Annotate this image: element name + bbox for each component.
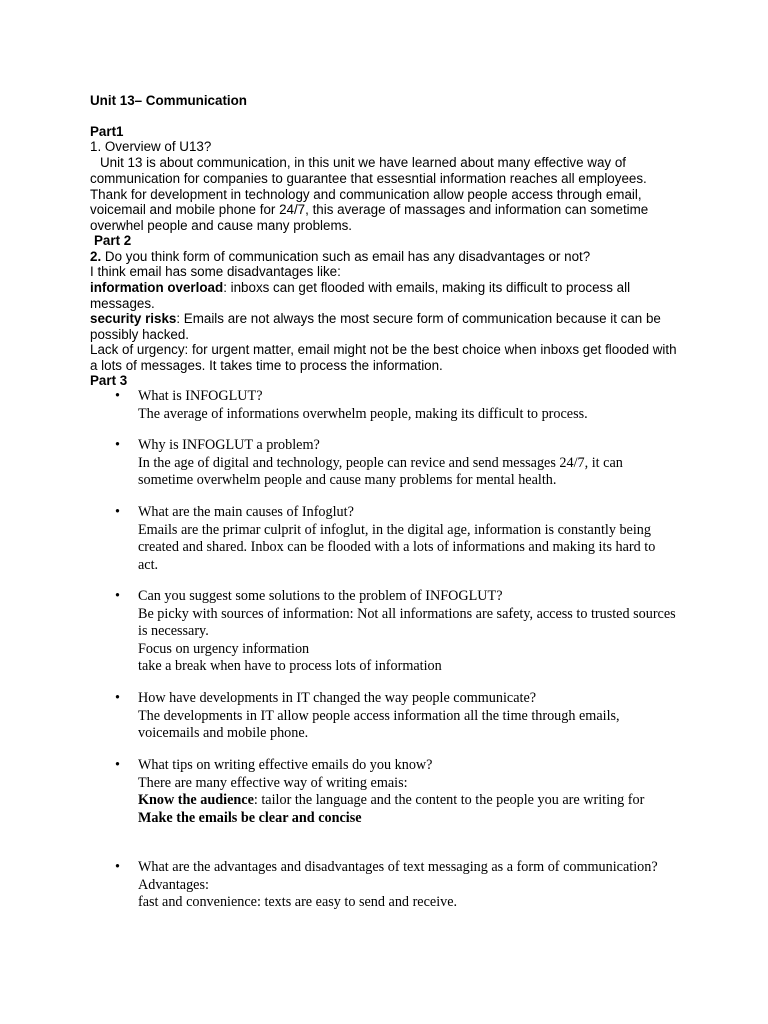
part2-point-security: [90, 311, 680, 343]
part1-question: 1. Overview of U13?: [90, 139, 212, 154]
part2-heading: Part 2: [94, 233, 132, 248]
bullet: •: [115, 588, 120, 604]
point-term: security risks: [90, 311, 177, 326]
part2-intro: I think email has some disadvantages like:: [90, 264, 341, 279]
part2-point-urgency: Lack of urgency: for urgent matter, email might not be the best choice when inboxs get flooded with a lots of messages. It takes time to process the information.: [90, 342, 677, 373]
item-answer: Emails are the primar culprit of infoglut, in the digital age, information is constantly being created and shared. Inbox can be flooded with a lots of informations and making its hard to act.: [138, 521, 656, 573]
tip-term: Know the audience: [138, 792, 254, 809]
part1-answer: Unit 13 is about communication, in this unit we have learned about many effective way of communication for companies to guarantee that essesntial information reaches all employees. Thank for development in technology and communication allow people access through email, voicemail and mobile phone for 24/7, this average of massages and information can sometime overwhel people and cause many problems.: [90, 155, 649, 234]
part2-question-text: Do you think form of communication such as email has any disadvantages or not?: [104, 249, 591, 264]
bullet: •: [115, 757, 120, 773]
item-question: What are the main causes of Infoglut?: [138, 504, 354, 520]
part2-point-overload: [90, 280, 680, 312]
tip-text: : tailor the language and the content to the people you are writing for: [253, 792, 645, 809]
document-title: Unit 13– Communication: [90, 93, 247, 108]
point-text: : Emails are not always the most secure form of communication because it can be possibly hacked.: [90, 311, 661, 342]
item-answer: Make the emails be clear and concise: [138, 809, 362, 826]
item-question: Can you suggest some solutions to the problem of INFOGLUT?: [138, 588, 503, 604]
part3-item: [115, 504, 678, 574]
part3-item: [115, 388, 678, 423]
item-question: What are the advantages and disadvantages of text messaging as a form of communication?: [138, 859, 658, 875]
item-question: What is INFOGLUT?: [138, 388, 263, 404]
item-answer: The average of informations overwhelm people, making its difficult to process.: [138, 405, 588, 422]
item-answer: take a break when have to process lots of information: [138, 658, 442, 675]
item-question: What tips on writing effective emails do you know?: [138, 757, 433, 773]
item-answer: Advantages:: [138, 876, 209, 893]
item-answer: Be picky with sources of information: Not all informations are safety, access to trusted sources is necessary.: [138, 605, 676, 640]
part3-item: [115, 690, 678, 743]
part3-item: [115, 588, 678, 676]
part3-item: [115, 859, 678, 912]
bullet: •: [115, 690, 120, 706]
item-question: How have developments in IT changed the way people communicate?: [138, 690, 537, 706]
part1-heading: Part1: [90, 124, 124, 139]
bullet: •: [115, 859, 120, 875]
bullet: •: [115, 504, 120, 520]
item-question: Why is INFOGLUT a problem?: [138, 437, 320, 453]
item-answer: Focus on urgency information: [138, 640, 310, 657]
part3-item: [115, 757, 678, 827]
item-answer: In the age of digital and technology, people can revice and send messages 24/7, it can sometime overwhelm people and cause many problems for mental health.: [138, 454, 623, 489]
part2-question: [90, 249, 675, 265]
part3-heading: Part 3: [90, 373, 128, 388]
bullet: •: [115, 437, 120, 453]
part3-item: [115, 437, 678, 490]
bullet: •: [115, 388, 120, 404]
point-text: : inboxs can get flooded with emails, making its difficult to process all messages.: [90, 280, 631, 311]
item-answer: [138, 792, 678, 810]
item-answer: The developments in IT allow people access information all the time through emails, voicemails and mobile phone.: [138, 707, 620, 742]
item-answer: There are many effective way of writing emais:: [138, 774, 408, 791]
item-answer: fast and convenience: texts are easy to send and receive.: [138, 894, 458, 911]
part2-question-number: 2.: [90, 249, 102, 264]
point-term: information overload: [90, 280, 224, 295]
